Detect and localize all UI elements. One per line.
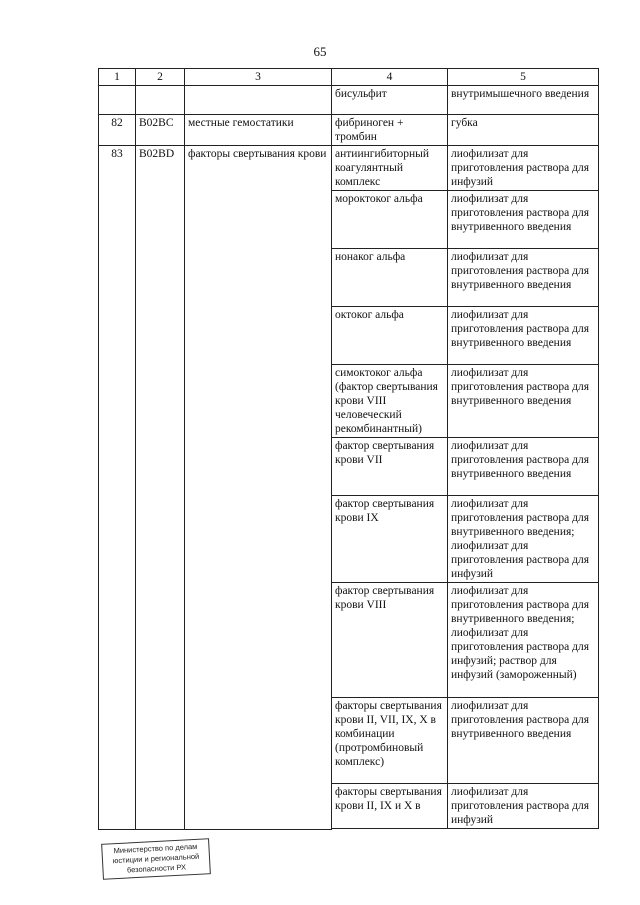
header-col-3: 3 [185,69,332,86]
medication-table [98,68,599,830]
row-dosage-form: лиофилизат для приготовления раствора для инфузий [448,146,599,191]
row-dosage-form: лиофилизат для приготовления раствора для внутривенного введения; лиофилизат для приготовления раствора для инфузий; раствор для инфузий (замороженный) [448,583,599,698]
row-drug-name: мороктоког альфа [332,191,448,249]
row-drug-name: фактор свертывания крови IX [332,496,448,583]
row-dosage-form: лиофилизат для приготовления раствора для внутривенного введения [448,365,599,438]
row-drug-name: фактор свертывания крови VII [332,438,448,496]
row-group [185,86,332,115]
header-col-2: 2 [136,69,185,86]
row-drug-name: антиингибиторный коагулянтный комплекс [332,146,448,191]
table-header-row [99,69,599,86]
row-code: B02BC [136,115,185,146]
header-col-4: 4 [332,69,448,86]
row-dosage-form: лиофилизат для приготовления раствора для внутривенного введения [448,307,599,365]
header-col-1: 1 [99,69,136,86]
header-col-5: 5 [448,69,599,86]
row-code: B02BD [136,146,185,830]
stamp-line-3: безопасности РХ [126,862,187,875]
row-dosage-form: лиофилизат для приготовления раствора для внутривенного введения [448,191,599,249]
row-drug-name: симоктоког альфа (фактор свертывания крови VIII человеческий рекомбинантный) [332,365,448,438]
row-dosage-form: лиофилизат для приготовления раствора для внутривенного введения [448,698,599,784]
row-dosage-form: лиофилизат для приготовления раствора для внутривенного введения [448,249,599,307]
row-dosage-form: лиофилизат для приготовления раствора для внутривенного введения [448,438,599,496]
stamp-line-1: Министерство по делам [113,841,198,856]
table-row [99,86,599,115]
table-row [99,115,599,146]
stamp-line-2: юстиции и региональной [112,851,200,866]
row-code [136,86,185,115]
row-number: 82 [99,115,136,146]
official-stamp [101,838,211,880]
row-dosage-form: лиофилизат для приготовления раствора для инфузий [448,784,599,829]
row-drug-name: фибриноген + тромбин [332,115,448,146]
row-group: факторы свертывания крови [185,146,332,830]
row-dosage-form: губка [448,115,599,146]
row-dosage-form: внутримышечного введения [448,86,599,115]
row-drug-name: октоког альфа [332,307,448,365]
table-row [99,146,599,191]
row-drug-name: факторы свертывания крови II, VII, IX, X в комбинации (протромбиновый комплекс) [332,698,448,784]
row-drug-name: бисульфит [332,86,448,115]
row-number [99,86,136,115]
row-drug-name: фактор свертывания крови VIII [332,583,448,698]
row-group: местные гемостатики [185,115,332,146]
row-drug-name: факторы свертывания крови II, IX и X в [332,784,448,829]
row-drug-name: нонаког альфа [332,249,448,307]
row-dosage-form: лиофилизат для приготовления раствора для внутривенного введения; лиофилизат для приготовления раствора для инфузий [448,496,599,583]
page-number: 65 [313,44,327,59]
row-number: 83 [99,146,136,830]
